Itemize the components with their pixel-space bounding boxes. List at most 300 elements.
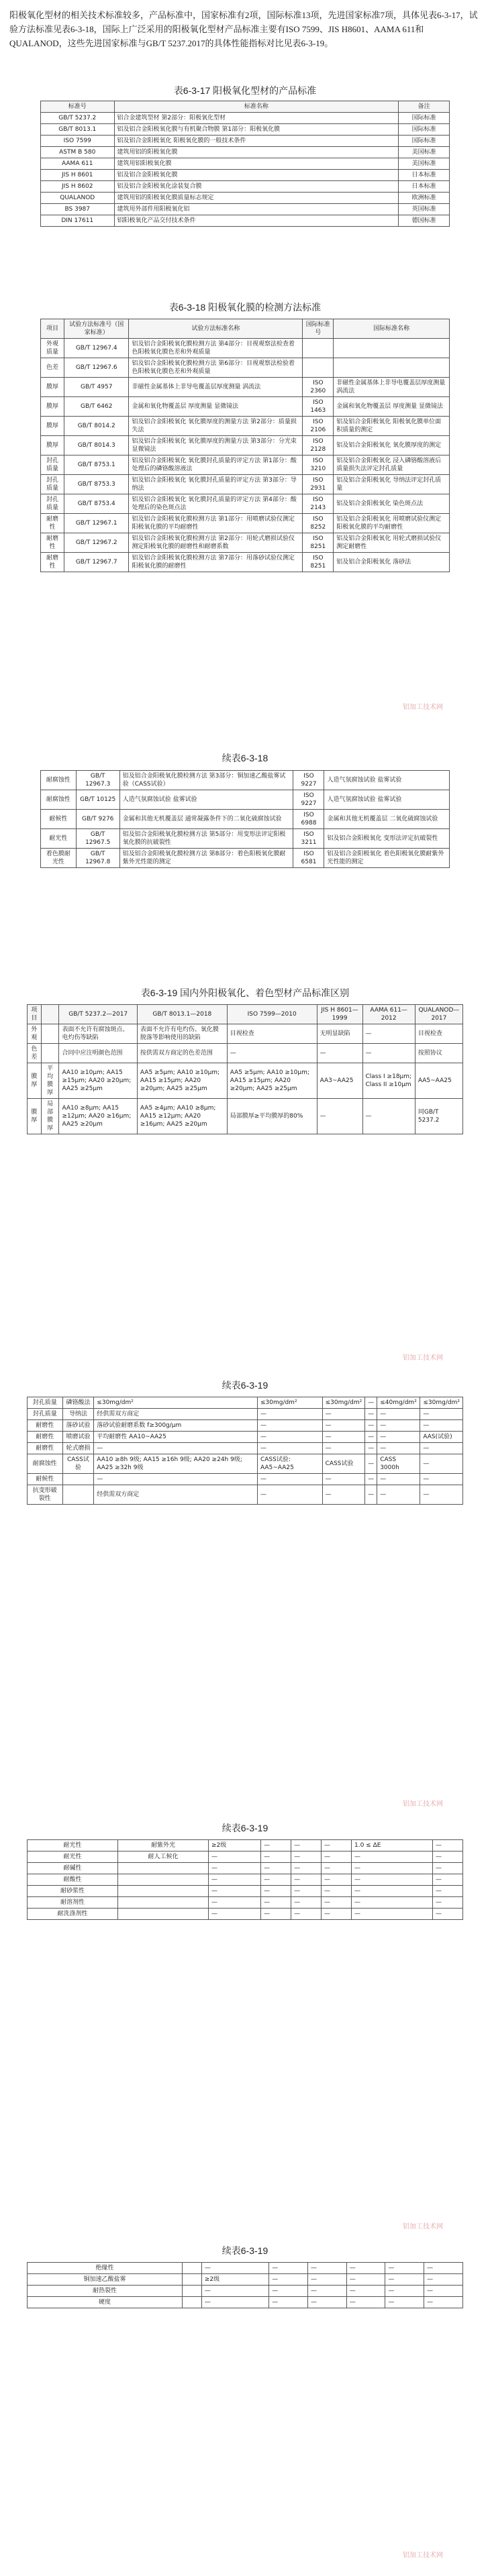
watermark: 铝加工技术网 bbox=[403, 1354, 443, 1362]
table-cell: GB/T 12967.7 bbox=[64, 553, 129, 572]
table-cell: — bbox=[322, 1863, 352, 1874]
table-cell: 落砂试验 bbox=[62, 1420, 94, 1432]
table-row bbox=[28, 2297, 463, 2308]
table-cell: 金属和其他无机覆盖层 通常凝露条件下的二氧化硫腐蚀试验 bbox=[119, 810, 293, 829]
table-row bbox=[28, 1443, 463, 1454]
table-cell: 铝合金建筑型材 第2部分：阳极氧化型材 bbox=[114, 113, 399, 124]
table-cell: 耐光性 bbox=[28, 1851, 118, 1863]
table-cell: 欧洲标准 bbox=[399, 193, 450, 204]
table-cell: 美国标准 bbox=[399, 158, 450, 170]
table-cell bbox=[303, 358, 334, 378]
table-cell: — bbox=[377, 1420, 420, 1432]
table-cell: 目视检查 bbox=[227, 1024, 317, 1044]
column-header: 项目 bbox=[28, 1005, 42, 1024]
table-cell: — bbox=[365, 1409, 377, 1420]
table-cell: ISO 3211 bbox=[293, 829, 324, 849]
table-cell: 建筑用外部件用阳极氧化铝 bbox=[114, 204, 399, 215]
table-cell: 耐溶剂性 bbox=[28, 1897, 118, 1909]
table-cell: ≥2级 bbox=[201, 2274, 268, 2286]
table-row bbox=[28, 1044, 463, 1063]
table-cell: ISO 7599 bbox=[41, 136, 115, 147]
table-cell: BS 3987 bbox=[41, 204, 115, 215]
table-cell bbox=[183, 2297, 202, 2308]
table-cell: ISO 2143 bbox=[303, 494, 334, 514]
table-header-row bbox=[28, 1005, 463, 1024]
table-cell: — bbox=[420, 1485, 463, 1505]
watermark: 铝加工技术网 bbox=[403, 2223, 443, 2231]
table-cell: GB/T 12967.5 bbox=[76, 829, 119, 849]
table-cell: 铝及铝合金阳极氧化 阳极氧化膜单位面积质量的测定 bbox=[334, 417, 450, 436]
table-row bbox=[41, 124, 450, 136]
table-cell: — bbox=[257, 1420, 322, 1432]
table-row bbox=[41, 829, 450, 849]
table-cell: 局部膜厚 bbox=[41, 1099, 59, 1134]
table-6-3-19-cont3-title: 续表6-3-19 bbox=[222, 2245, 268, 2256]
table-cell: 合同中应注明颜色范围 bbox=[59, 1044, 137, 1063]
table-row bbox=[41, 455, 450, 475]
table-cell: 平均耐磨性 AA10~AA25 bbox=[94, 1432, 258, 1443]
table-cell bbox=[183, 2274, 202, 2286]
table-row bbox=[41, 339, 450, 358]
table-cell: GB/T 5237.2 bbox=[41, 113, 115, 124]
table-cell: 耐磨性 bbox=[41, 553, 64, 572]
table-cell: 封孔质量 bbox=[28, 1397, 63, 1409]
table-row bbox=[28, 1874, 463, 1886]
column-header: ISO 7599—2010 bbox=[227, 1005, 317, 1024]
table-row bbox=[41, 193, 450, 204]
table-cell: 抗变形破裂性 bbox=[28, 1485, 63, 1505]
table-6-3-18-cont-title: 续表6-3-18 bbox=[222, 753, 268, 763]
table-cell: ISO 6581 bbox=[293, 849, 324, 868]
table-row bbox=[28, 1840, 463, 1851]
table-cell: 局部膜厚≥平均膜厚的80% bbox=[227, 1099, 317, 1134]
column-header: GB/T 5237.2—2017 bbox=[59, 1005, 137, 1024]
table-cell: 日本标准 bbox=[399, 170, 450, 181]
column-header: 试验方法标准名称 bbox=[129, 319, 303, 339]
table-cell: — bbox=[322, 1485, 365, 1505]
table-cell: 国际标准 bbox=[399, 136, 450, 147]
table-cell: — bbox=[377, 1432, 420, 1443]
table-cell: 目视检查 bbox=[415, 1024, 462, 1044]
table-cell bbox=[117, 1863, 208, 1874]
table-cell bbox=[117, 1874, 208, 1886]
table-cell: — bbox=[261, 1840, 291, 1851]
table-cell: 耐光性 bbox=[28, 1840, 118, 1851]
table-cell: 铝及铝合金阳极氧化 用轮式磨损试验仪测定耐磨性 bbox=[334, 533, 450, 553]
column-header: QUALANOD—2017 bbox=[415, 1005, 462, 1024]
column-header: 试验方法标准号（国家标准） bbox=[64, 319, 129, 339]
table-cell: 建筑用铝的阳极氧化膜 bbox=[114, 147, 399, 158]
table-cell: — bbox=[322, 1443, 365, 1454]
table-cell: 铝及铝合金阳极氧化膜检测方法 第8部分：着色阳极氧化膜耐紫外光性能的测定 bbox=[119, 849, 293, 868]
table-cell: ASTM B 580 bbox=[41, 147, 115, 158]
column-header bbox=[41, 1005, 59, 1024]
table-cell: — bbox=[432, 1897, 462, 1909]
table-cell: — bbox=[261, 1897, 291, 1909]
table-cell: — bbox=[322, 1474, 365, 1485]
table-row bbox=[28, 1099, 463, 1134]
table-cell: — bbox=[365, 1454, 377, 1474]
table-cell: 耐酸性 bbox=[28, 1874, 118, 1886]
table-cell: 绝缘性 bbox=[28, 2263, 183, 2274]
table-cell: GB/T 12967.1 bbox=[64, 514, 129, 533]
table-row bbox=[28, 1897, 463, 1909]
table-cell: 外观质量 bbox=[41, 339, 64, 358]
table-cell: — bbox=[377, 1443, 420, 1454]
table-cell: — bbox=[322, 1851, 352, 1863]
table-cell: ISO 9227 bbox=[293, 790, 324, 810]
table-cell: — bbox=[291, 1863, 322, 1874]
table-cell: — bbox=[257, 1474, 322, 1485]
table-cell: — bbox=[261, 1874, 291, 1886]
table-cell: — bbox=[322, 1897, 352, 1909]
table-cell: 耐洗涤剂性 bbox=[28, 1909, 118, 1920]
table-cell: — bbox=[365, 1432, 377, 1443]
table-cell: 耐腐蚀性 bbox=[41, 790, 77, 810]
table-cell: 膜厚 bbox=[41, 436, 64, 455]
table-cell: 金属和氧化物覆盖层 厚度测量 显微镜法 bbox=[334, 397, 450, 417]
table-cell: AA5~AA25 bbox=[415, 1063, 462, 1099]
table-cell: — bbox=[208, 1897, 260, 1909]
table-cell: — bbox=[261, 1863, 291, 1874]
table-cell: — bbox=[257, 1432, 322, 1443]
table-cell: — bbox=[291, 1886, 322, 1897]
table-row bbox=[41, 810, 450, 829]
table-row bbox=[41, 136, 450, 147]
table-cell bbox=[62, 1485, 94, 1505]
table-cell: ≤30mg/dm² bbox=[257, 1397, 322, 1409]
table-cell: 铝阳极氧化产品交付技术条件 bbox=[114, 215, 399, 227]
table-cell: — bbox=[352, 1851, 433, 1863]
table-cell: 铝及铝合金阳极氧化 着色阳极氧化膜耐紫外光性能的测定 bbox=[324, 849, 450, 868]
column-header: 备注 bbox=[399, 101, 450, 113]
table-row bbox=[41, 158, 450, 170]
table-cell bbox=[334, 358, 450, 378]
table-6-3-19-continued-2 bbox=[27, 1839, 463, 1920]
table-cell: — bbox=[322, 1409, 365, 1420]
table-cell: — bbox=[377, 1485, 420, 1505]
table-row bbox=[41, 147, 450, 158]
table-cell: 封孔质量 bbox=[28, 1409, 63, 1420]
table-6-3-17 bbox=[40, 101, 450, 227]
table-cell: ISO 8251 bbox=[303, 533, 334, 553]
table-cell: — bbox=[227, 1044, 317, 1063]
table-cell: GB/T 12967.6 bbox=[64, 358, 129, 378]
table-cell: — bbox=[432, 1863, 462, 1874]
table-row bbox=[28, 1420, 463, 1432]
table-cell: 人造气氛腐蚀试验 盐雾试验 bbox=[324, 790, 450, 810]
table-cell: GB/T 4957 bbox=[64, 378, 129, 397]
table-6-3-19-continued-1 bbox=[27, 1397, 463, 1505]
table-cell: ISO 8251 bbox=[303, 553, 334, 572]
table-cell: 铝及铝合金阳极氧化 氧化膜封孔质量的评定方法 第3部分：导纳法 bbox=[129, 475, 303, 494]
table-cell: 耐候性 bbox=[41, 810, 77, 829]
table-cell: 磷铬酸法 bbox=[62, 1397, 94, 1409]
table-cell: 1.0 ≤ ΔE bbox=[352, 1840, 433, 1851]
table-row bbox=[28, 1474, 463, 1485]
table-cell: — bbox=[346, 2263, 385, 2274]
table-header-row bbox=[41, 101, 450, 113]
table-cell: GB/T 8013.1 bbox=[41, 124, 115, 136]
table-cell: ISO 1463 bbox=[303, 397, 334, 417]
table-cell: ≤30mg/dm² bbox=[420, 1397, 463, 1409]
table-row bbox=[41, 358, 450, 378]
table-cell: — bbox=[94, 1474, 258, 1485]
table-cell: — bbox=[352, 1863, 433, 1874]
table-cell: — bbox=[291, 1874, 322, 1886]
table-cell: 封孔质量 bbox=[41, 455, 64, 475]
table-cell: GB/T 9276 bbox=[76, 810, 119, 829]
table-cell: 铝及铝合金阳极氧化 变形法评定抗破裂性 bbox=[324, 829, 450, 849]
table-cell: — bbox=[365, 1443, 377, 1454]
table-cell: 表面不允许有腐蚀斑点、电灼伤等缺陷 bbox=[59, 1024, 137, 1044]
table-row bbox=[41, 378, 450, 397]
table-cell: — bbox=[208, 1863, 260, 1874]
table-cell: — bbox=[420, 1443, 463, 1454]
table-cell: Class I ≥18μm; Class II ≥10μm bbox=[362, 1063, 415, 1099]
table-cell: — bbox=[201, 2286, 268, 2297]
table-cell: 耐砂浆性 bbox=[28, 1886, 118, 1897]
watermark: 铝加工技术网 bbox=[403, 1801, 443, 1808]
table-6-3-18 bbox=[40, 319, 450, 572]
table-6-3-18-title: 表6-3-18 阳极氧化膜的检测方法标准 bbox=[168, 302, 322, 313]
table-cell: 铝及铝合金阳极氧化 导纳法评定封孔质量 bbox=[334, 475, 450, 494]
table-row bbox=[28, 1863, 463, 1874]
table-cell: CASS 3000h bbox=[377, 1454, 420, 1474]
table-row bbox=[41, 771, 450, 790]
table-cell: GB/T 12967.2 bbox=[64, 533, 129, 553]
column-header: 项目 bbox=[41, 319, 64, 339]
table-cell: — bbox=[365, 1474, 377, 1485]
table-cell: GB/T 8753.1 bbox=[64, 455, 129, 475]
table-cell: — bbox=[261, 1851, 291, 1863]
table-cell: CASS试验 bbox=[322, 1454, 365, 1474]
table-row bbox=[28, 1432, 463, 1443]
table-cell: — bbox=[385, 2274, 424, 2286]
table-cell: 金属和氧化物覆盖层 厚度测量 显微镜法 bbox=[129, 397, 303, 417]
table-cell: 铝及铝合金阳极氧化膜检测方法 第7部分：用落砂试验仪测定阳极氧化膜的耐磨性 bbox=[129, 553, 303, 572]
table-cell: 耐磨性 bbox=[28, 1432, 63, 1443]
table-cell: 色差 bbox=[41, 358, 64, 378]
table-cell: — bbox=[322, 1886, 352, 1897]
table-cell: 按照协议 bbox=[415, 1044, 462, 1063]
table-cell: — bbox=[352, 1874, 433, 1886]
table-cell: 铝及铝合金阳极氧化 氧化膜封孔质量的评定方法 第4部分：酸处理后的染色斑点法 bbox=[129, 494, 303, 514]
table-cell: 无明显缺陷 bbox=[317, 1024, 362, 1044]
table-cell: — bbox=[201, 2263, 268, 2274]
table-cell: 耐候性 bbox=[28, 1474, 63, 1485]
table-cell: — bbox=[291, 1909, 322, 1920]
table-cell: — bbox=[346, 2297, 385, 2308]
table-cell: 喷磨试验 bbox=[62, 1432, 94, 1443]
table-cell: AAS(试验) bbox=[420, 1432, 463, 1443]
table-cell: — bbox=[257, 1443, 322, 1454]
table-cell: — bbox=[432, 1840, 462, 1851]
table-cell: — bbox=[291, 1851, 322, 1863]
table-cell: — bbox=[291, 1840, 322, 1851]
table-cell: 耐磨性 bbox=[41, 533, 64, 553]
table-cell bbox=[183, 2263, 202, 2274]
table-cell: 平均膜厚 bbox=[41, 1063, 59, 1099]
table-cell: JIS H 8602 bbox=[41, 181, 115, 193]
table-cell: 建筑用铝的阳极氧化膜质量标志规定 bbox=[114, 193, 399, 204]
table-cell: — bbox=[261, 1886, 291, 1897]
table-cell: 耐磨性 bbox=[28, 1443, 63, 1454]
table-cell: — bbox=[322, 1432, 365, 1443]
table-6-3-18-continued bbox=[40, 770, 450, 868]
table-cell: ≤30mg/dm² bbox=[94, 1397, 258, 1409]
table-cell: — bbox=[307, 2286, 346, 2297]
table-cell: ISO 8252 bbox=[303, 514, 334, 533]
table-cell bbox=[117, 1886, 208, 1897]
table-cell: 铝及铝合金阳极氧化膜检测方法 第2部分：用轮式磨损试验仪测定阳极氧化膜的耐磨性和耐磨系数 bbox=[129, 533, 303, 553]
table-cell: ISO 2360 bbox=[303, 378, 334, 397]
table-row bbox=[41, 397, 450, 417]
table-cell: 日本标准 bbox=[399, 181, 450, 193]
table-cell: — bbox=[432, 1851, 462, 1863]
table-cell: 表面不允许有电灼伤、氧化膜脱落等影响使用的缺陷 bbox=[137, 1024, 227, 1044]
table-cell: 耐人工候化 bbox=[117, 1851, 208, 1863]
table-cell: 人造气氛腐蚀试验 盐雾试验 bbox=[119, 790, 293, 810]
table-row bbox=[41, 113, 450, 124]
table-cell: 铝及铝合金阳极氧化膜检测方法 第4部分：目视观察法检查着色阳极氧化膜色差和外观质量 bbox=[129, 339, 303, 358]
table-cell: GB/T 6462 bbox=[64, 397, 129, 417]
table-cell: 膜厚 bbox=[41, 397, 64, 417]
table-cell: 膜厚 bbox=[28, 1063, 42, 1099]
watermark: 铝加工技术网 bbox=[403, 2552, 443, 2559]
table-cell: — bbox=[385, 2297, 424, 2308]
table-cell: — bbox=[322, 1909, 352, 1920]
table-cell: GB/T 12967.3 bbox=[76, 771, 119, 790]
table-cell: — bbox=[365, 1420, 377, 1432]
table-cell: 耐腐蚀性 bbox=[28, 1454, 63, 1474]
table-cell: 铝及铝合金阳极氧化膜检测方法 第3部分：铜加速乙酸盐雾试验（CASS试验） bbox=[119, 771, 293, 790]
table-cell: — bbox=[424, 2286, 463, 2297]
table-cell: ≤30mg/dm² bbox=[322, 1397, 365, 1409]
table-cell: 耐磨性 bbox=[28, 1420, 63, 1432]
table-cell: ISO 2106 bbox=[303, 417, 334, 436]
table-cell: — bbox=[322, 1874, 352, 1886]
table-cell: — bbox=[208, 1909, 260, 1920]
table-cell: — bbox=[424, 2297, 463, 2308]
table-cell: — bbox=[362, 1099, 415, 1134]
table-cell: — bbox=[322, 1420, 365, 1432]
table-cell: AA3~AA25 bbox=[317, 1063, 362, 1099]
watermark: 铝加工技术网 bbox=[403, 704, 443, 711]
table-cell: 国际标准 bbox=[399, 124, 450, 136]
table-cell: 铝及铝合金阳极氧化 落砂法 bbox=[334, 553, 450, 572]
table-cell bbox=[303, 339, 334, 358]
column-header: JIS H 8601—1999 bbox=[317, 1005, 362, 1024]
table-cell: — bbox=[291, 1897, 322, 1909]
column-header: 国际标准名称 bbox=[334, 319, 450, 339]
table-row bbox=[41, 181, 450, 193]
table-cell: — bbox=[307, 2297, 346, 2308]
table-cell: GB/T 12967.4 bbox=[64, 339, 129, 358]
table-cell: 铝及铝合金阳极氧化 浸入磷铬酸溶液后质量损失法评定封孔质量 bbox=[334, 455, 450, 475]
table-cell: — bbox=[377, 1474, 420, 1485]
table-cell: 铝及铝合金阳极氧化 阳极氧化膜的一般技术条件 bbox=[114, 136, 399, 147]
table-6-3-19-cont1-title: 续表6-3-19 bbox=[222, 1380, 268, 1391]
table-cell: 耐碱性 bbox=[28, 1863, 118, 1874]
table-cell: 非磁性金属基体上非导电覆盖层厚度测量 涡流法 bbox=[334, 378, 450, 397]
table-row bbox=[41, 790, 450, 810]
table-row bbox=[41, 553, 450, 572]
table-cell: — bbox=[420, 1454, 463, 1474]
table-cell bbox=[62, 1474, 94, 1485]
table-cell: ISO 6988 bbox=[293, 810, 324, 829]
table-row bbox=[28, 2286, 463, 2297]
table-cell: — bbox=[94, 1443, 258, 1454]
table-cell: GB/T 8014.2 bbox=[64, 417, 129, 436]
table-cell bbox=[41, 1024, 59, 1044]
table-cell: 国际标准 bbox=[399, 113, 450, 124]
table-cell: — bbox=[208, 1874, 260, 1886]
table-cell: — bbox=[201, 2297, 268, 2308]
table-cell: 铝及铝合金阳极氧化 氧化膜厚度的测定 bbox=[334, 436, 450, 455]
table-cell: 铝及铝合金阳极氧化 用喷磨试验仪测定阳极氧化膜的平均耐磨性 bbox=[334, 514, 450, 533]
table-cell: 耐紫外光 bbox=[117, 1840, 208, 1851]
table-cell: — bbox=[208, 1851, 260, 1863]
table-cell: 膜厚 bbox=[41, 417, 64, 436]
table-cell: GB/T 10125 bbox=[76, 790, 119, 810]
table-cell: — bbox=[432, 1909, 462, 1920]
table-cell: AA5 ≥5μm; AA10 ≥10μm; AA15 ≥15μm; AA20 ≥20μm; AA25 ≥25μm bbox=[227, 1063, 317, 1099]
column-header: 国际标准号 bbox=[303, 319, 334, 339]
table-cell: 同GB/T 5237.2 bbox=[415, 1099, 462, 1134]
table-cell: AA5 ≥4μm; AA10 ≥8μm; AA15 ≥12μm; AA20 ≥16μm; AA25 ≥20μm bbox=[137, 1099, 227, 1134]
table-cell: 铝及铝合金阳极氧化 染色斑点法 bbox=[334, 494, 450, 514]
table-cell: — bbox=[269, 2263, 308, 2274]
table-cell bbox=[334, 339, 450, 358]
table-cell: ISO 9227 bbox=[293, 771, 324, 790]
table-cell: 耐磨性 bbox=[41, 514, 64, 533]
table-cell bbox=[41, 1044, 59, 1063]
table-6-3-19-title: 表6-3-19 国内外阳极氧化、着色型材产品标准区别 bbox=[140, 987, 350, 998]
table-cell: — bbox=[362, 1024, 415, 1044]
table-cell: ISO 3210 bbox=[303, 455, 334, 475]
table-cell: — bbox=[385, 2263, 424, 2274]
table-cell: 德国标准 bbox=[399, 215, 450, 227]
table-6-3-17-title: 表6-3-17 阳极氧化型材的产品标准 bbox=[173, 85, 317, 96]
table-cell: — bbox=[307, 2263, 346, 2274]
table-cell: — bbox=[261, 1909, 291, 1920]
table-cell: — bbox=[269, 2274, 308, 2286]
table-row bbox=[41, 170, 450, 181]
table-cell: — bbox=[432, 1874, 462, 1886]
table-cell: — bbox=[352, 1897, 433, 1909]
table-cell: 铝及铝合金阳极氧化 氧化膜厚度的测量方法 第2部分：质量损失法 bbox=[129, 417, 303, 436]
table-cell: — bbox=[424, 2274, 463, 2286]
table-cell: ISO 2128 bbox=[303, 436, 334, 455]
table-cell: 经供需双方商定 bbox=[94, 1485, 258, 1505]
table-row bbox=[41, 417, 450, 436]
table-row bbox=[28, 2263, 463, 2274]
table-6-3-19-continued-3 bbox=[27, 2262, 463, 2308]
table-cell: — bbox=[269, 2297, 308, 2308]
table-cell: — bbox=[420, 1420, 463, 1432]
table-cell: AA10 ≥8μm; AA15 ≥12μm; AA20 ≥16μm; AA25 ≥20μm bbox=[59, 1099, 137, 1134]
table-cell: 人造气氛腐蚀试验 盐雾试验 bbox=[324, 771, 450, 790]
table-cell: ≥2级 bbox=[208, 1840, 260, 1851]
table-cell: QUALANOD bbox=[41, 193, 115, 204]
table-cell: 耐光性 bbox=[41, 829, 77, 849]
table-row bbox=[41, 215, 450, 227]
table-cell: 美国标准 bbox=[399, 147, 450, 158]
column-header: 标准号 bbox=[41, 101, 115, 113]
intro-paragraph: 阳极氧化型材的相关技术标准较多，产品标准中，国家标准有2项，国际标准13项，先进国家标准7项，具体见表6-3-17，试验方法标准见表6-3-18，国际上广泛采用的阳极氧化型材产品标准主要有ISO 7599、JIS H8601、AAMA 611和QUALANOD，这些先进国家标准与GB/T 5237.2017的具体性能指标对比见表6-3-19。 bbox=[9, 10, 478, 48]
table-cell: — bbox=[257, 1409, 322, 1420]
